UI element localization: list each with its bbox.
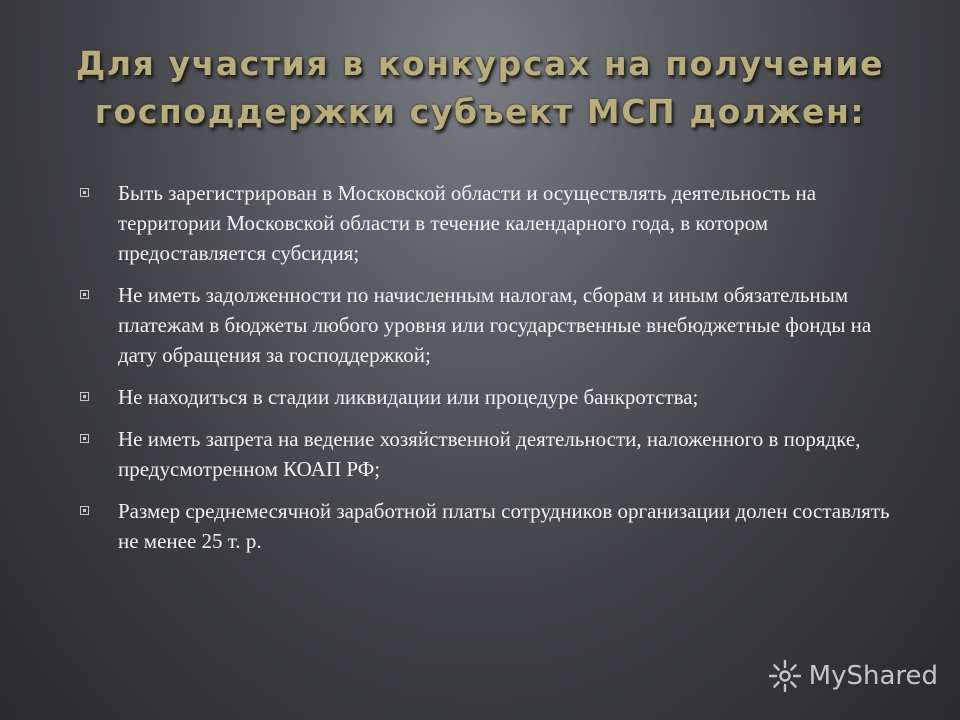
watermark-text: MyShared	[808, 661, 938, 691]
list-item	[78, 178, 898, 268]
list-item	[78, 382, 898, 412]
list-item	[78, 496, 898, 556]
list-item	[78, 424, 898, 484]
square-bullet-icon	[80, 290, 89, 299]
square-bullet-icon	[80, 506, 89, 515]
slide-title	[40, 40, 920, 136]
square-bullet-icon	[80, 188, 89, 197]
square-bullet-icon	[80, 434, 89, 443]
list-item-text: Не иметь задолженности по начисленным налогам, сборам и иным обязательным платежам в бюджеты любого уровня или государственные внебюджетные фонды на дату обращения за господдержкой;	[118, 283, 872, 367]
slide-title-line-2: господдержки субъект МСП должен:	[94, 92, 866, 131]
list-item	[78, 280, 898, 370]
requirements-list	[78, 178, 898, 568]
watermark	[767, 658, 938, 694]
list-item-text: Не иметь запрета на ведение хозяйственной деятельности, наложенного в порядке, предусмотренном КОАП РФ;	[118, 427, 861, 481]
list-item-text: Не находиться в стадии ликвидации или процедуре банкротства;	[118, 385, 699, 409]
list-item-text: Размер среднемесячной заработной платы сотрудников организации долен составлять не менее 25 т. р.	[118, 499, 890, 553]
slide-title-line-1: Для участия в конкурсах на получение	[75, 44, 885, 83]
myshared-logo-icon	[767, 658, 803, 694]
square-bullet-icon	[80, 392, 89, 401]
list-item-text: Быть зарегистрирован в Московской области и осуществлять деятельность на территории Московской области в течение календарного года, в котором предоставляется субсидия;	[118, 181, 817, 265]
